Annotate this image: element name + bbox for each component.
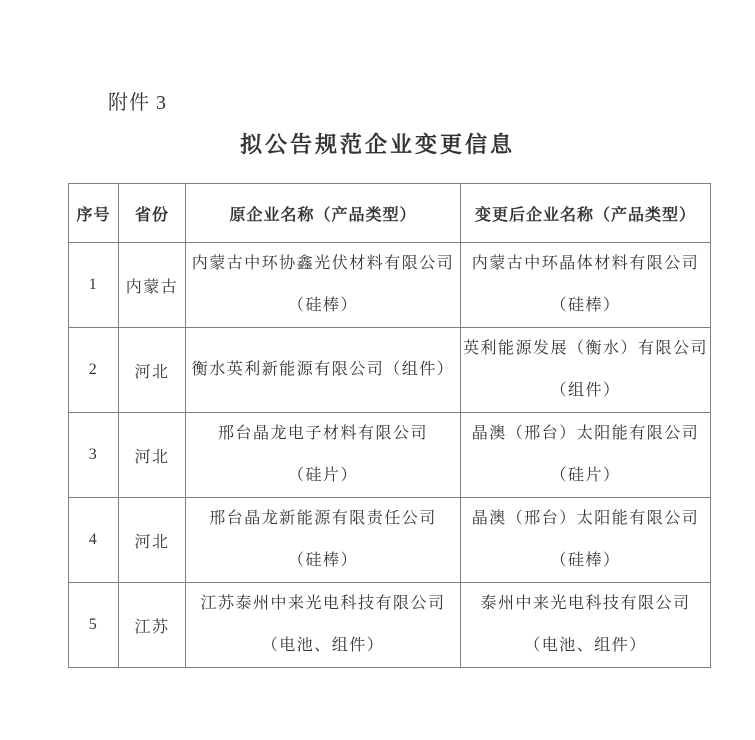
changed-name-cell: [461, 498, 711, 583]
cell-text-line: （电池、组件）: [261, 637, 385, 654]
seq-cell: 4: [69, 498, 119, 583]
cell-text-line: 泰州中来光电科技有限公司: [480, 595, 691, 612]
enterprise-change-table: [68, 183, 711, 668]
page-title: 拟公告规范企业变更信息: [239, 132, 515, 157]
table-body: [69, 243, 711, 668]
cell-text-line: 邢台晶龙新能源有限责任公司: [209, 510, 437, 527]
original-name-cell: [186, 413, 461, 498]
cell-text-line: 江苏泰州中来光电科技有限公司: [200, 595, 446, 612]
cell-text-line: 英利能源发展（衡水）有限公司: [462, 340, 708, 357]
cell-text-line: （硅片）: [550, 467, 621, 484]
cell-text-line: （硅棒）: [287, 297, 358, 314]
changed-name-cell: [461, 328, 711, 413]
header-cell-changed-name: 变更后企业名称（产品类型）: [461, 184, 711, 243]
seq-cell: 3: [69, 413, 119, 498]
cell-text-line: （硅片）: [287, 467, 358, 484]
seq-cell: 2: [69, 328, 119, 413]
province-cell: 江苏: [119, 583, 186, 668]
seq-cell: 5: [69, 583, 119, 668]
cell-text-line: （硅棒）: [287, 552, 358, 569]
table-row: [69, 583, 711, 668]
table-row: [69, 413, 711, 498]
cell-text-line: （硅棒）: [550, 552, 621, 569]
province-cell: 河北: [119, 498, 186, 583]
seq-cell: 1: [69, 243, 119, 328]
cell-text-line: 内蒙古中环协鑫光伏材料有限公司: [191, 255, 455, 272]
cell-text-line: 晶澳（邢台）太阳能有限公司: [471, 425, 700, 442]
cell-text-line: 内蒙古中环晶体材料有限公司: [471, 255, 700, 272]
table-row: [69, 498, 711, 583]
header-cell-seq: 序号: [69, 184, 119, 243]
original-name-cell: [186, 328, 461, 413]
cell-text-line: 邢台晶龙电子材料有限公司: [217, 425, 428, 442]
changed-name-cell: [461, 413, 711, 498]
cell-text-line: 衡水英利新能源有限公司（组件）: [191, 361, 455, 378]
table-header-row: [69, 184, 711, 243]
table-row: [69, 328, 711, 413]
province-cell: 河北: [119, 328, 186, 413]
cell-text-line: 晶澳（邢台）太阳能有限公司: [471, 510, 700, 527]
original-name-cell: [186, 583, 461, 668]
changed-name-cell: [461, 583, 711, 668]
attachment-label: 附件 3: [108, 92, 167, 114]
table-row: [69, 243, 711, 328]
original-name-cell: [186, 498, 461, 583]
header-cell-province: 省份: [119, 184, 186, 243]
header-cell-original-name: 原企业名称（产品类型）: [186, 184, 461, 243]
province-cell: 内蒙古: [119, 243, 186, 328]
cell-text-line: （电池、组件）: [524, 637, 647, 654]
province-cell: 河北: [119, 413, 186, 498]
original-name-cell: [186, 243, 461, 328]
cell-text-line: （组件）: [550, 382, 621, 399]
changed-name-cell: [461, 243, 711, 328]
cell-text-line: （硅棒）: [550, 297, 621, 314]
